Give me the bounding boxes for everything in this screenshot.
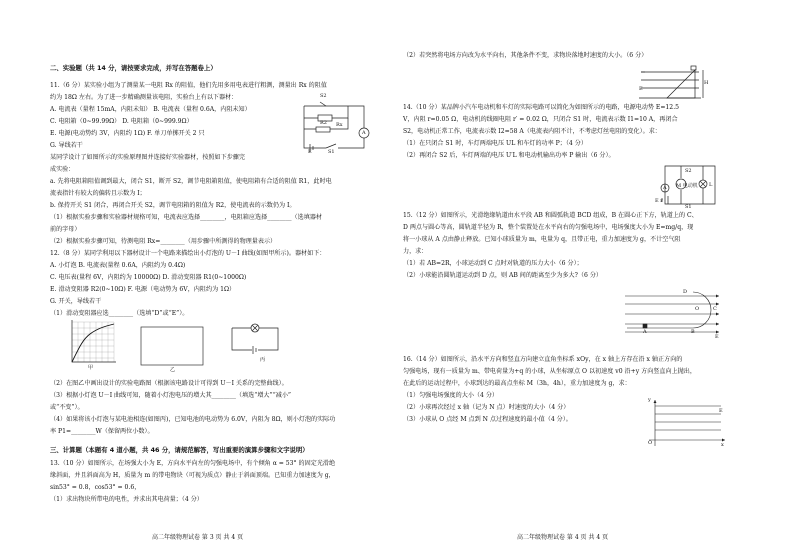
label-a: A [362, 130, 366, 136]
text-line: （1）根据实验步骤和实验器材规格可知，电流表应选择________，电阻箱应选择________（选填器材 [50, 214, 323, 221]
label-e: E [639, 86, 643, 92]
text-line: （3）小球从 O 点经 M 点到 N 点过程速度的最小值（4 分）。 [403, 416, 572, 423]
text-line: 缘斜面，并且斜面高为 H，质量为 m 的带电物块（可视为质点）静止于斜面顶端。已知重力加速度为 g， [50, 472, 335, 479]
text-line: 匀强电场，现有一质量为 m、带电荷量为+q 的小球，从坐标原点 O 以初速度 v0 沿+y 方向竖直向上抛出， [403, 368, 696, 375]
text-line: A. 小灯泡 B. 电流表(量程 0.6A，内阻约为 0.4Ω) [50, 262, 186, 269]
text-line: （2）在图乙中画出设计的实验电路图（根据该电路设计可得到 U－I 关系的完整曲线）。 [50, 380, 288, 387]
label-e-r: E r [655, 198, 663, 204]
text-line: （1）匀强电场强度的大小（4 分） [403, 392, 499, 399]
text-line: V，内阻 r=0.05 Ω，电动机的线圈电阻 r′ = 0.02 Ω，只闭合 S1 时，电流表示数 I1=10 A，再闭合 [403, 116, 678, 123]
text-line: 16.（14 分）如图所示，沿水平方向和竖直方向建立直角坐标系 xOy，在 x 轴上方存在沿 x 轴正方向的 [403, 356, 683, 363]
text-line: 或“不变”）。 [50, 404, 84, 411]
text-line: （1）若 AB=2R，小球运动到 C 点时对轨道的压力大小（6 分）； [403, 260, 583, 267]
text-line: 12.（8 分）某同学利用以下器材设计一个电路来描绘出小灯泡的 U－I 曲线(如图甲所示)。器材如下： [50, 250, 326, 257]
label-x: x [721, 442, 724, 448]
text-line: 在此后的运动过程中，小球到达的最高点坐标 M（3h，4h），重力加速度为 g，求： [403, 380, 631, 387]
q14-motor-circuit [655, 160, 721, 210]
text-line: 14.（10 分）某品牌小汽车电动机和车灯的实际电路可以简化为如图所示的电路，电源电动势 E=12.5 [403, 104, 680, 111]
text-line: 某同学设计了如图所示的实验原理图并连接好实验器材，按照如下步骤完 [50, 154, 245, 161]
text-line: 流表指针有较大的偏转且示数为 I； [50, 190, 146, 197]
text-line: 约为 18Ω 左右。为了进一步精确测量该电阻，实验台上有以下器材： [50, 94, 238, 101]
text-line: （2）根据实验步骤可知，待测电阻 Rx=________（用步骤中所测得的物理量表示） [50, 238, 277, 245]
label-l: L [709, 182, 713, 188]
label-yi: 乙 [170, 367, 176, 373]
q16-axes-figure [647, 398, 727, 448]
q15-track-figure [623, 290, 723, 340]
right-page [397, 0, 794, 550]
label-s2: S2 [685, 168, 692, 174]
fig-yi-blank [140, 326, 204, 373]
label-bing: 丙 [260, 357, 266, 363]
label-b: B [691, 329, 695, 335]
label-r2: R2 [320, 120, 327, 126]
text-line: （2）再闭合 S2 后，车灯两端的电压 U′L 和电动机输出功率 P 输出（6 分）。 [403, 152, 615, 159]
text-line: C. 电阻箱（0~99.99Ω） D. 电阻箱（0~999.9Ω） [50, 118, 193, 125]
fig-bing-circuit [228, 322, 282, 363]
text-line: （3）根据小灯泡 U－I 曲线可知，随着小灯泡电压的增大其________（填选“增大”“减小” [50, 392, 292, 399]
text-line: a. 先将电阻箱阻值调到最大，闭合 S1，断开 S2，调节电阻箱阻值，使电阻箱有合适的阻值 R1，此时电 [50, 178, 332, 185]
label-a: A [643, 329, 647, 335]
label-a: A [663, 185, 667, 191]
text-line: （1）在只闭合 S1 时，车灯两端电压 UL 和车灯的功率 P；（4 分） [403, 140, 587, 147]
label-jia: 甲 [88, 365, 94, 371]
text-line: （2）若突然将电场方向改为水平向右，其他条件不变，求物块落地时速度的大小。（6 分） [403, 52, 648, 59]
text-line: S2，电动机正常工作，电流表示数 I2=58 A（电流表内阻不计，不考虑灯丝电阻的变化）。求： [403, 128, 661, 135]
text-line: （1）求出物块所带电的电性，并求出其电荷量；（4 分） [50, 496, 203, 503]
label-h: H [704, 80, 709, 86]
text-line: 率 P1=________W（保留两位小数）。 [50, 428, 154, 435]
text-line: 13.（10 分）如图所示，在场强大小为 E，方向水平向左的匀强电场中，有个倾角 α = 53° 的固定光滑绝 [50, 460, 336, 467]
text-line: sin53° = 0.8，cos53° = 0.6， [50, 484, 141, 491]
text-line: （2）小球再次经过 x 轴（记为 N 点）时速度的大小（4 分） [403, 404, 570, 411]
text-line: b. 保持开关 S1 闭合，再闭合开关 S2，调节电阻箱的阻值为 R2，使电流表的示数仍为 I。 [50, 202, 296, 209]
label-o: O [648, 440, 653, 446]
text-line: E. 滑动变阻器 R2(0~10Ω) F. 电源（电动势为 6V，内阻约为 1Ω） [50, 286, 236, 293]
text-line: G. 导线若干 [50, 142, 83, 149]
text-line: G. 开关，导线若干 [50, 298, 102, 305]
label-s1: S1 [685, 204, 692, 210]
section-2-title: 二、实验题（共 14 分，请按要求完成，并写在答题卷上） [50, 64, 217, 72]
text-line: 15.（12 分）如图所示，光滑绝缘轨道由水平段 AB 和圆弧轨道 BCD 组成，B 在圆心正下方，轨道上的 C、 [403, 212, 698, 219]
label-e: E [715, 334, 719, 340]
text-line: 力，求： [403, 248, 428, 255]
label-motor: M 电动机 [676, 183, 698, 189]
text-line: C. 电压表(量程 6V，内阻约为 10000Ω) D. 滑动变阻器 R1(0~1000Ω) [50, 274, 247, 281]
page-footer: 高二年级物理试卷 第 3 页 共 4 页 [152, 534, 244, 541]
page-footer: 高二年级物理试卷 第 4 页 共 4 页 [517, 534, 609, 541]
text-line: 将一小球从 A 点由静止释放。已知小球质量为 m，电量为 q，且带正电，重力加速度为 g，不计空气阻 [403, 236, 681, 243]
label-c: C [713, 306, 717, 312]
label-s2: S2 [320, 93, 327, 99]
text-line: E. 电源(电动势约 3V，内阻约 1Ω) F. 单刀单掷开关 2 只 [50, 130, 205, 137]
label-s1: S1 [328, 149, 335, 155]
label-d: D [683, 289, 688, 295]
label-e: E [719, 408, 723, 414]
text-line: A. 电流表（量程 15mA，内阻未知） B. 电流表（量程 0.6A，内阻未知） [50, 106, 251, 113]
section-3-title: 三、计算题（本题有 4 道小题，共 46 分，请规范解答，写出重要的演算步骤和文字说明） [50, 446, 309, 454]
q13-incline-figure [637, 64, 711, 100]
text-line: 11.（6 分）某实验小组为了测量某一电阻 Rx 的阻值，他们先用多用电表进行粗测，测量出 Rx 的阻值 [50, 82, 327, 89]
q11-circuit-diagram [298, 93, 380, 156]
label-rx: Rx [336, 122, 343, 128]
text-line: （4）如果将该小灯泡与某电池相连(如图丙)，已知电池的电动势为 6.0V，内阻为 8Ω，则小灯泡的实际功 [50, 416, 336, 423]
text-line: 成实验： [50, 166, 75, 173]
text-line: D 两点与圆心等高，圆轨道半径为 R，整个装置处在水平向右的匀强电场中，电场强度大小为 E=mg/q，现 [403, 224, 694, 231]
fig-jia-ui-curve [66, 318, 118, 371]
text-line: 前的字母） [50, 226, 81, 233]
text-line: （1）滑动变阻器应选________（选填“D”或“E”）。 [50, 310, 189, 317]
text-line: （2）小球能沿圆轨道运动到 D 点，则 AB 间的距离至少为多大?（6 分） [403, 272, 603, 279]
label-y: y [648, 397, 651, 403]
label-e: E [308, 149, 312, 155]
label-o: O [695, 306, 700, 312]
